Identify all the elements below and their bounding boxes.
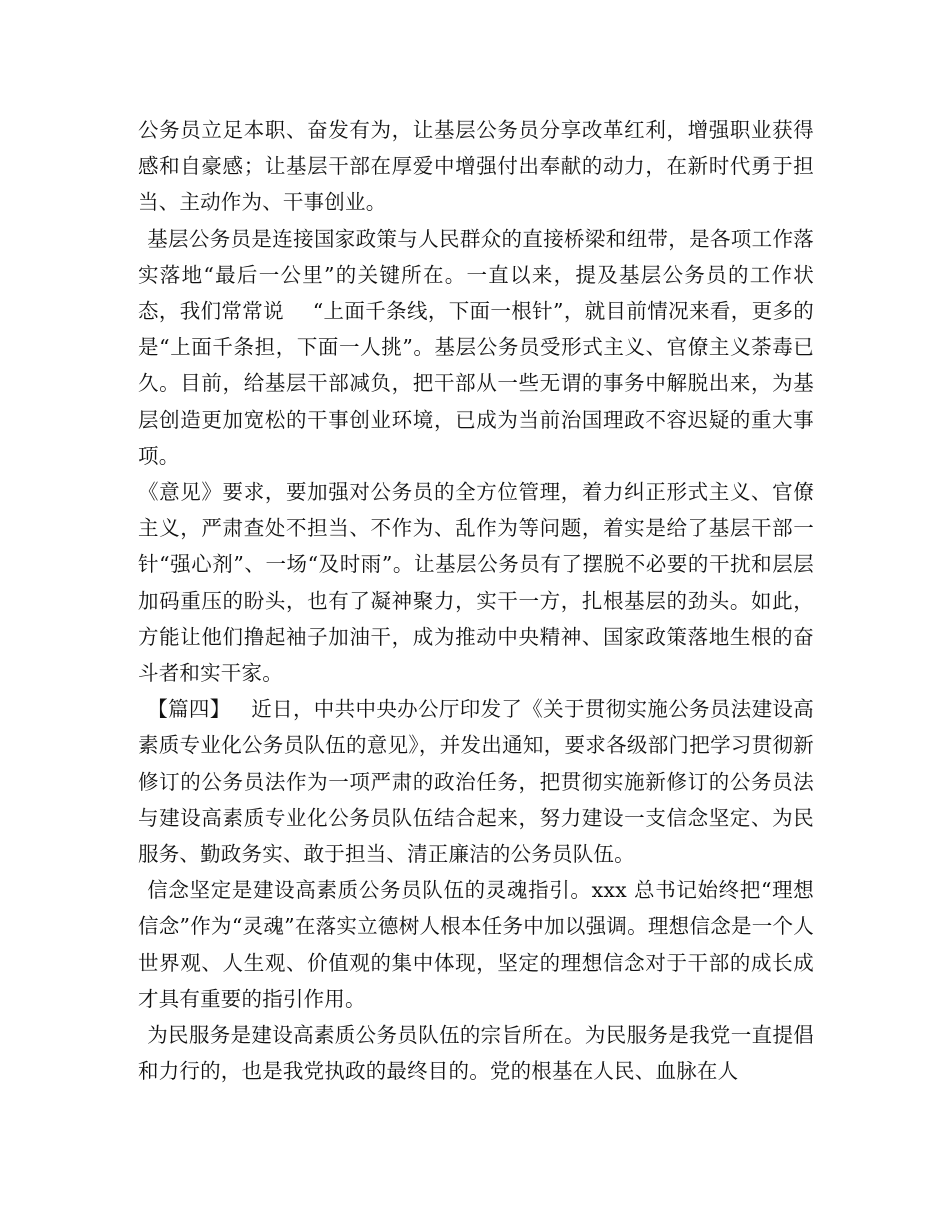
paragraph-5-text: 信念坚定是建设高素质公务员队伍的灵魂指引。xxx 总书记始终把“理想信念”作为“灵魂”在落实立德树人根本任务中加以强调。理想信念是一个人世界观、人生观、价值观的集中体现，坚定的理想信念对于干部的成长成才具有重要的指引作用。 [138,878,814,1011]
paragraph-6 [138,1017,814,1089]
paragraph-1 [138,112,814,221]
section-label: 【篇四】 [147,697,231,722]
paragraph-1-text: 公务员立足本职、奋发有为，让基层公务员分享改革红利，增强职业获得感和自豪感；让基层干部在厚爱中增强付出奉献的动力，在新时代勇于担当、主动作为、干事创业。 [138,118,814,215]
paragraph-5 [138,872,814,1017]
document-body [138,112,814,1089]
paragraph-2-quote: “上面千条线，下面一根针”，就目前情况来看，更多的是“上面千条担，下面一人挑”。基层公务员受形式主义、官僚主义荼毒已久。目前，给基层干部减负，把干部从一些无谓的事务中解脱出来，为基层创造更加宽松的干事创业环境，已成为当前治国理政不容迟疑的重大事项。 [138,299,814,468]
paragraph-2-text: 基层公务员是连接国家政策与人民群众的直接桥梁和纽带，是各项工作落实落地“最后一公里”的关键所在。一直以来，提及基层公务员的工作状态，我们常常说 [138,226,814,324]
paragraph-4-text: 近日，中共中央办公厅印发了《关于贯彻实施公务员法建设高素质专业化公务员队伍的意见》，并发出通知，要求各级部门把学习贯彻新修订的公务员法作为一项严肃的政治任务，把贯彻实施新修订的公务员法与建设高素质专业化公务员队伍结合起来，努力建设一支信念坚定、为民服务、勤政务实、敢于担当、清正廉洁的公务员队伍。 [138,697,814,867]
paragraph-4 [138,691,814,872]
paragraph-2 [138,221,814,474]
paragraph-3-text: 《意见》要求，要加强对公务员的全方位管理，着力纠正形式主义、官僚主义，严肃查处不担当、不作为、乱作为等问题，着实是给了基层干部一针“强心剂”、一场“及时雨”。让基层公务员有了摆脱不必要的干扰和层层加码重压的盼头，也有了凝神聚力，实干一方，扎根基层的劲头。如此，方能让他们撸起袖子加油干，成为推动中央精神、国家政策落地生根的奋斗者和实干家。 [138,480,814,686]
paragraph-6-text: 为民服务是建设高素质公务员队伍的宗旨所在。为民服务是我党一直提倡和力行的，也是我党执政的最终目的。党的根基在人民、血脉在人 [138,1023,814,1084]
paragraph-3 [138,474,814,691]
